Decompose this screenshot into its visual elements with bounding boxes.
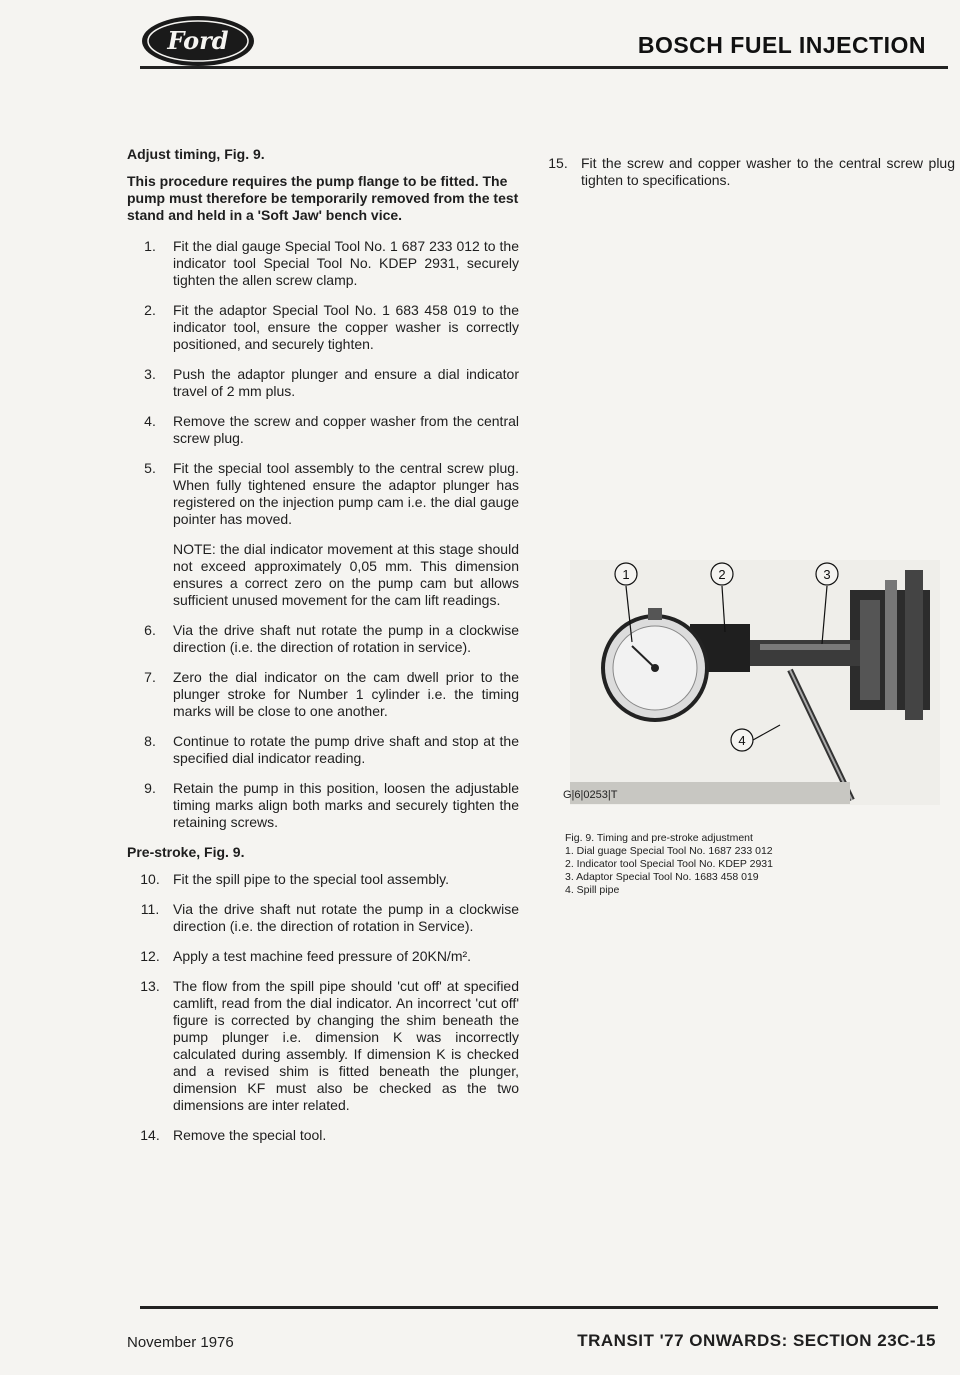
caption-item: 2. Indicator tool Special Tool No. KDEP 2931: [565, 858, 773, 870]
step-text: Fit the adaptor Special Tool No. 1 683 458 019 to the indicator tool, ensure the copper washer is correctly positioned, and securely tighten.: [173, 302, 519, 352]
step-text: Retain the pump in this position, loosen the adjustable timing marks align both marks and securely tighten the retaining screws.: [173, 780, 519, 830]
step-number: 6.: [144, 622, 156, 638]
figure-code: G|6|0253|T: [563, 789, 618, 801]
left-column: [127, 146, 519, 1157]
footer-rule: [140, 1306, 938, 1309]
step-text: The flow from the spill pipe should 'cut off' at specified camlift, read from the dial indicator. An incorrect 'cut off' figure is corrected by changing the shim beneath the pump plunger i.e. dimension K was incorrectly calculated during assembly. If dimension K is checked and a revised shim is fitted beneath the plunger, dimension KF must also be checked as the two dimensions are inter related.: [173, 978, 519, 1113]
section-heading: Adjust timing, Fig. 9.: [127, 146, 265, 162]
intro-paragraph: This procedure requires the pump flange to be fitted. The pump must therefore be temporarily removed from the test stand and held in a 'Soft Jaw' bench vice.: [127, 173, 519, 223]
step-number: 9.: [144, 780, 156, 796]
steps-list: [127, 871, 519, 1144]
step-number: 11.: [140, 901, 160, 917]
step-item: [127, 460, 519, 528]
logo-text: Ford: [167, 26, 229, 55]
footer-date: November 1976: [127, 1334, 234, 1351]
step-item: [127, 733, 519, 767]
step-number: 15.: [548, 155, 568, 171]
step-text: Apply a test machine feed pressure of 20KN/m².: [173, 948, 472, 964]
step-number: 14.: [140, 1127, 160, 1143]
caption-title: Fig. 9. Timing and pre-stroke adjustment: [565, 832, 753, 844]
callout-1-label: 1: [622, 567, 630, 582]
step-text: Fit the spill pipe to the special tool assembly.: [173, 871, 449, 887]
step-number: 3.: [144, 366, 156, 382]
steps-list: [535, 155, 955, 189]
step-item: [127, 669, 519, 720]
steps-list: [127, 622, 519, 831]
step-text: Via the drive shaft nut rotate the pump in a clockwise direction (i.e. the direction of rotation in service).: [173, 622, 519, 655]
step-number: 10.: [140, 871, 160, 887]
note-paragraph: NOTE: the dial indicator movement at this stage should not exceed approximately 0,05 mm. This dimension ensures a correct zero on the pump cam but allows sufficient unused movement for the cam lift readings.: [173, 541, 519, 608]
header-rule: [140, 66, 948, 69]
section-heading: Pre-stroke, Fig. 9.: [127, 844, 245, 860]
step-number: 5.: [144, 460, 156, 476]
step-item: [127, 948, 519, 965]
step-text: Fit the screw and copper washer to the central screw plug tighten to specifications.: [581, 155, 955, 188]
step-number: 8.: [144, 733, 156, 749]
right-column: [535, 155, 955, 202]
callout-3-label: 3: [823, 567, 831, 582]
step-item: [127, 901, 519, 935]
ford-logo: [140, 14, 256, 68]
step-item: [127, 978, 519, 1114]
callout-4-label: 4: [738, 733, 746, 748]
step-text: Fit the dial gauge Special Tool No. 1 687 233 012 to the indicator tool Special Tool No. KDEP 2931, securely tighten the allen screw clamp.: [173, 238, 519, 288]
figure-illustration: [560, 560, 940, 820]
step-text: Continue to rotate the pump drive shaft and stop at the specified dial indicator reading.: [173, 733, 519, 766]
caption-item: 3. Adaptor Special Tool No. 1683 458 019: [565, 871, 759, 883]
step-item: [127, 238, 519, 289]
footer-section: TRANSIT '77 ONWARDS: SECTION 23C-15: [577, 1331, 936, 1350]
step-item: [127, 413, 519, 447]
step-number: 2.: [144, 302, 156, 318]
step-item: [127, 871, 519, 888]
callout-2-label: 2: [718, 567, 726, 582]
step-text: Push the adaptor plunger and ensure a dial indicator travel of 2 mm plus.: [173, 366, 519, 399]
step-text: Remove the screw and copper washer from the central screw plug.: [173, 413, 519, 446]
step-item: [127, 366, 519, 400]
step-item: [127, 780, 519, 831]
step-text: Remove the special tool.: [173, 1127, 327, 1143]
step-item: [127, 302, 519, 353]
step-number: 12.: [140, 948, 160, 964]
step-text: Zero the dial indicator on the cam dwell prior to the plunger stroke for Number 1 cylinder i.e. the timing marks will be close to one another.: [173, 669, 519, 719]
step-number: 1.: [144, 238, 156, 254]
figure-caption: [565, 832, 925, 897]
document-title: BOSCH FUEL INJECTION: [637, 32, 926, 58]
step-number: 7.: [144, 669, 156, 685]
timing-tool-figure: [560, 560, 940, 820]
step-text: Via the drive shaft nut rotate the pump in a clockwise direction (i.e. the direction of rotation in Service).: [173, 901, 519, 934]
step-text: Fit the special tool assembly to the central screw plug. When fully tightened ensure the adaptor plunger has registered on the injection pump cam i.e. the dial gauge pointer has moved.: [173, 460, 519, 527]
steps-list: [127, 238, 519, 528]
caption-item: 4. Spill pipe: [565, 884, 620, 896]
step-item: [535, 155, 955, 189]
step-number: 13.: [140, 978, 160, 994]
step-number: 4.: [144, 413, 156, 429]
step-item: [127, 1127, 519, 1144]
step-item: [127, 622, 519, 656]
caption-item: 1. Dial guage Special Tool No. 1687 233 012: [565, 845, 773, 857]
